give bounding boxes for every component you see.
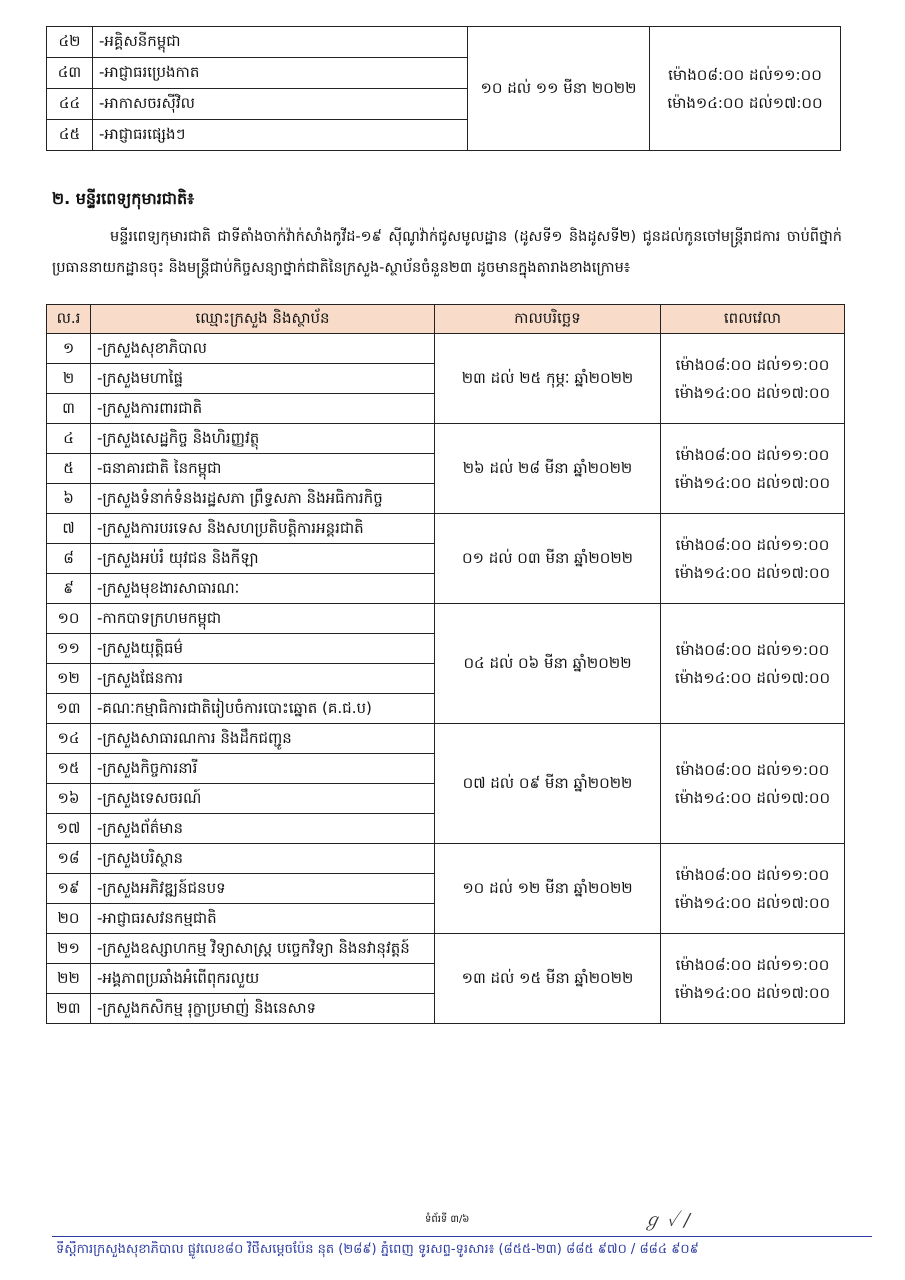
time-morning: ម៉ោង០៨:០០ ដល់១១:០០ [675, 640, 830, 659]
institution-name: -ក្រសួងកិច្ចការនារី [91, 754, 435, 784]
schedule-body [47, 334, 845, 1024]
signature-mark: ℊ ✓ / [643, 1210, 691, 1231]
header-number: ល.រ [47, 305, 91, 334]
date-cell: ១៣ ដល់ ១៥ មីនា ឆ្នាំ២០២២ [435, 934, 661, 1024]
footer-divider [52, 1236, 872, 1237]
time-morning: ម៉ោង០៨:០០ ដល់១១:០០ [668, 65, 822, 84]
institution-name: -ក្រសួងយុត្តិធម៌ [91, 634, 435, 664]
institution-name: -កាកបាទក្រហមកម្ពុជា [91, 604, 435, 634]
time-cell [661, 934, 845, 1024]
section-heading: ២. មន្ទីរពេទ្យកុមារជាតិ៖ [52, 189, 195, 208]
institution-name: -ក្រសួងទំនាក់ទំនងរដ្ឋសភា ព្រឹទ្ធសភា និងអធិការកិច្ច [91, 484, 435, 514]
time-cell [661, 514, 845, 604]
institution-name: -ក្រសួងកសិកម្ម រុក្ខាប្រមាញ់ និងនេសាទ [91, 994, 435, 1024]
institution-name: -ក្រសួងមហាផ្ទៃ [91, 364, 435, 394]
institution-name: -ក្រសួងបរិស្ថាន [91, 844, 435, 874]
row-number: ១៦ [47, 784, 91, 814]
institution-name: -ក្រសួងឧស្សាហកម្ម វិទ្យាសាស្ត្រ បច្ចេកវិទ្យា និងនវានុវត្តន៍ [91, 934, 435, 964]
row-number: ៦ [47, 484, 91, 514]
time-cell [661, 604, 845, 724]
institution-name: -ក្រសួងផែនការ [91, 664, 435, 694]
time-morning: ម៉ោង០៨:០០ ដល់១១:០០ [675, 955, 830, 974]
institution-name: -ក្រសួងការពារជាតិ [91, 394, 435, 424]
time-morning: ម៉ោង០៨:០០ ដល់១១:០០ [675, 865, 830, 884]
table-row [47, 724, 845, 754]
table-row [47, 604, 845, 634]
time-cell [661, 724, 845, 844]
row-number: ៧ [47, 514, 91, 544]
time-afternoon: ម៉ោង១៤:០០ ដល់១៧:០០ [674, 983, 831, 1002]
time-cell [650, 27, 841, 151]
row-number: ២៣ [47, 994, 91, 1024]
institution-name: -ក្រសួងសុខាភិបាល [91, 334, 435, 364]
institution-name: -ក្រសួងសាធារណការ និងដឹកជញ្ជូន [91, 724, 435, 754]
table-row [47, 514, 845, 544]
date-cell: ០៤ ដល់ ០៦ មីនា ឆ្នាំ២០២២ [435, 604, 661, 724]
date-cell: ១០ ដល់ ១២ មីនា ឆ្នាំ២០២២ [435, 844, 661, 934]
row-number: ៩ [47, 574, 91, 604]
date-cell: ០១ ដល់ ០៣ មីនា ឆ្នាំ២០២២ [435, 514, 661, 604]
row-number: ៤២ [47, 27, 93, 58]
time-afternoon: ម៉ោង១៤:០០ ដល់១៧:០០ [674, 668, 831, 687]
time-cell [661, 844, 845, 934]
time-afternoon: ម៉ោង១៤:០០ ដល់១៧:០០ [674, 473, 831, 492]
header-name: ឈ្មោះក្រសួង និងស្ថាប័ន [91, 305, 435, 334]
row-number: ១៧ [47, 814, 91, 844]
institution-name: -អង្គភាពប្រឆាំងអំពើពុករលួយ [91, 964, 435, 994]
row-number: ៥ [47, 454, 91, 484]
date-cell: ១០ ដល់ ១១ មីនា ២០២២ [468, 27, 650, 151]
row-number: ១៤ [47, 724, 91, 754]
institution-name: -ក្រសួងអប់រំ យុវជន និងកីឡា [91, 544, 435, 574]
table-header-row [47, 305, 845, 334]
institution-name: -គណៈកម្មាធិការជាតិរៀបចំការបោះឆ្នោត (គ.ជ.ប) [91, 694, 435, 724]
intro-text: មន្ទីរពេទ្យកុមារជាតិ ជាទីតាំងចាក់វ៉ាក់សាំងកូវីដ-១៩ ស៊ីណូវ៉ាក់ជូសមូលដ្ឋាន (ដូសទី១ និងដូសទី២) ជូនដល់កូនចៅមន្ត្រីរាជការ ចាប់ពីថ្នាក់ប្រធាននាយកដ្ឋានចុះ និងមន្ត្រីជាប់កិច្ចសន្យាថ្នាក់ជាតិនៃក្រសួង-ស្ថាប័នចំនួន២៣ ដូចមានក្នុងតារាងខាងក្រោម៖ [52, 229, 842, 276]
row-number: ៨ [47, 544, 91, 574]
row-number: ១៩ [47, 874, 91, 904]
row-number: ១៣ [47, 694, 91, 724]
row-number: ២ [47, 364, 91, 394]
time-afternoon: ម៉ោង១៤:០០ ដល់១៧:០០ [674, 383, 831, 402]
row-number: ១២ [47, 664, 91, 694]
date-cell: ០៧ ដល់ ០៩ មីនា ឆ្នាំ២០២២ [435, 724, 661, 844]
time-morning: ម៉ោង០៨:០០ ដល់១១:០០ [675, 760, 830, 779]
institution-name: -ក្រសួងព័ត៌មាន [91, 814, 435, 844]
page-number: ទំព័រទី ៣/៦ [425, 1214, 470, 1225]
footer-address: ទីស្តីការក្រសួងសុខាភិបាល ផ្លូវលេខ៨០ វិថីសម្តេចប៉ែន នុត (២៨៩) ភ្នំពេញ ទូរសព្ទ-ទូរសារ៖ (៨៥៥-២៣) ៨៨៥ ៩៧០ / ៨៨៤ ៩០៩ [56, 1242, 699, 1257]
schedule-table [46, 304, 845, 1024]
time-morning: ម៉ោង០៨:០០ ដល់១១:០០ [675, 535, 830, 554]
row-number: ៤៣ [47, 58, 93, 89]
time-afternoon: ម៉ោង១៤:០០ ដល់១៧:០០ [674, 893, 831, 912]
institution-name: -ក្រសួងសេដ្ឋកិច្ច និងហិរញ្ញវត្ថុ [91, 424, 435, 454]
intro-paragraph [52, 222, 842, 284]
row-number: ១០ [47, 604, 91, 634]
table-row [47, 844, 845, 874]
time-cell [661, 334, 845, 424]
institution-name: -អាកាសចរស៊ីវិល [93, 89, 468, 120]
time-afternoon: ម៉ោង១៤:០០ ដល់១៧:០០ [667, 93, 823, 112]
institution-name: -ក្រសួងមុខងារសាធារណៈ [91, 574, 435, 604]
institution-name: -ក្រសួងអភិវឌ្ឍន៍ជនបទ [91, 874, 435, 904]
time-afternoon: ម៉ោង១៤:០០ ដល់១៧:០០ [674, 788, 831, 807]
row-number: ២២ [47, 964, 91, 994]
institution-name: -ក្រសួងការបរទេស និងសហប្រតិបត្តិការអន្តរជាតិ [91, 514, 435, 544]
row-number: ៤ [47, 424, 91, 454]
time-morning: ម៉ោង០៨:០០ ដល់១១:០០ [675, 355, 830, 374]
row-number: ១១ [47, 634, 91, 664]
header-date: កាលបរិច្ឆេទ [435, 305, 661, 334]
top-table [46, 26, 841, 151]
institution-name: -ក្រសួងទេសចរណ៍ [91, 784, 435, 814]
table-row [47, 424, 845, 454]
table-row [47, 934, 845, 964]
institution-name: -ធនាគារជាតិ នៃកម្ពុជា [91, 454, 435, 484]
date-cell: ២៦ ដល់ ២៨ មីនា ឆ្នាំ២០២២ [435, 424, 661, 514]
date-cell: ២៣ ដល់ ២៥ កុម្ភៈ ឆ្នាំ២០២២ [435, 334, 661, 424]
time-morning: ម៉ោង០៨:០០ ដល់១១:០០ [675, 445, 830, 464]
time-cell [661, 424, 845, 514]
row-number: ១៥ [47, 754, 91, 784]
row-number: ៣ [47, 394, 91, 424]
institution-name: -អគ្គិសនីកម្ពុជា [93, 27, 468, 58]
row-number: ១ [47, 334, 91, 364]
institution-name: -អាជ្ញាធរផ្សេងៗ [93, 120, 468, 151]
institution-name: -អាជ្ញាធរប្រេងកាត [93, 58, 468, 89]
header-time: ពេលវេលា [661, 305, 845, 334]
institution-name: -អាជ្ញាធរសវនកម្មជាតិ [91, 904, 435, 934]
table-row [47, 334, 845, 364]
time-afternoon: ម៉ោង១៤:០០ ដល់១៧:០០ [674, 563, 831, 582]
row-number: ២១ [47, 934, 91, 964]
row-number: ៤៥ [47, 120, 93, 151]
table-row [47, 27, 841, 58]
row-number: ១៨ [47, 844, 91, 874]
row-number: ៤៤ [47, 89, 93, 120]
row-number: ២០ [47, 904, 91, 934]
